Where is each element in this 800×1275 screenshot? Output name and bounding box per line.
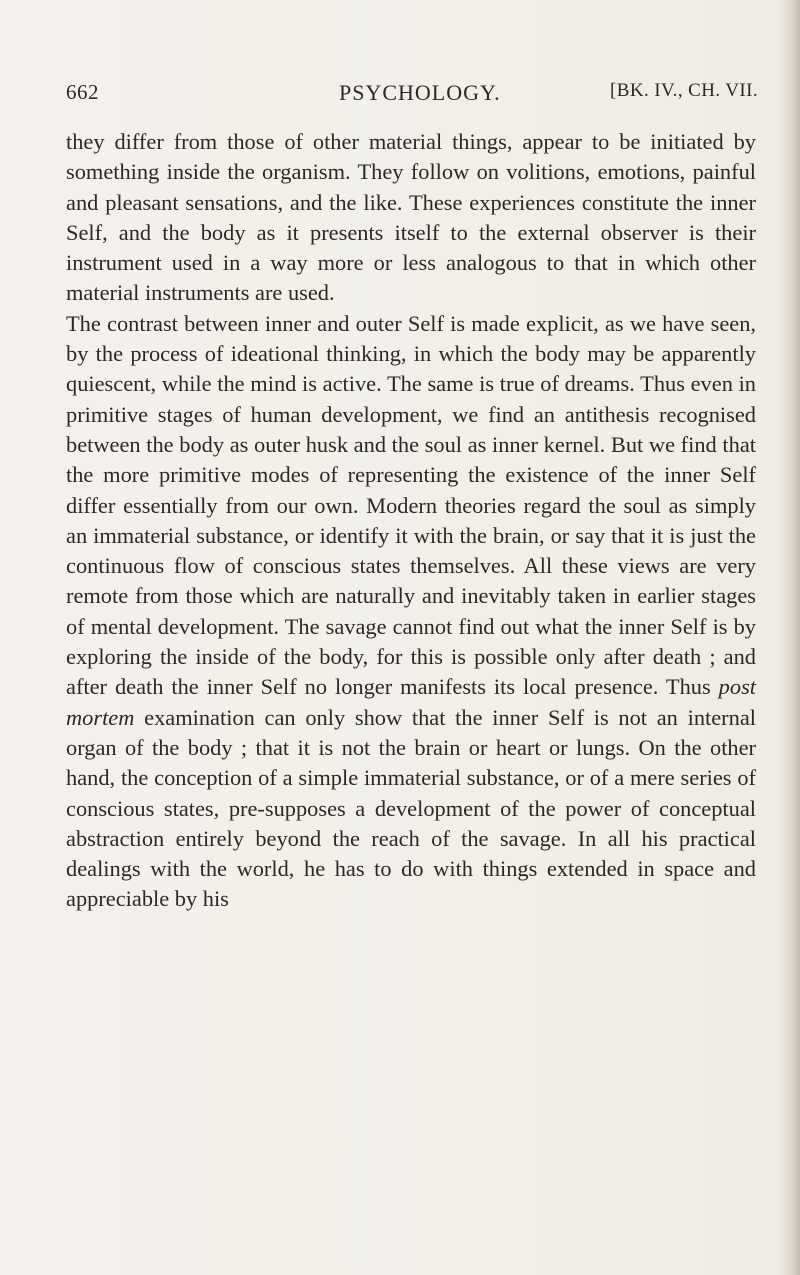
paragraph-continuation [66, 127, 756, 309]
page-edge-shadow [778, 0, 800, 1275]
running-header [66, 80, 758, 114]
paragraph-text: The contrast between inner and outer Self is made explicit, as we have seen, by the process of ideational thinking, in which the body may be apparently quiescent, while the mind is active. The same is true of dreams. Thus even in primitive stages of human development, we find an antithesis recognised between the body as outer husk and the soul as inner kernel. But we find that the more primitive modes of representing the existence of the inner Self differ essentially from our own. Modern theories regard the soul as simply an immaterial substance, or identify it with the brain, or say that it is just the continuous flow of conscious states themselves. All these views are very remote from those which are naturally and inevitably taken in earlier stages of mental development. The savage cannot find out what the inner Self is by exploring the inside of the body, for this is possible only after death ; and after death the inner Self no longer manifests its local presence. Thus [66, 310, 756, 700]
paragraph [66, 309, 756, 915]
page-number: 662 [66, 80, 99, 104]
section-reference: [BK. IV., CH. VII. [610, 80, 758, 101]
running-title: PSYCHOLOGY. [339, 80, 501, 105]
body-text [66, 127, 756, 915]
paragraph-text-continued: examination can only show that the inner Self is not an internal organ of the body ; that it is not the brain or heart or lungs. On the other hand, the conception of a simple immaterial substance, or of a mere series of conscious states, pre-supposes a development of the power of conceptual abstraction entirely beyond the reach of the savage. In all his practical dealings with the world, he has to do with things extended in space and appreciable by his [66, 704, 756, 912]
paragraph-text: they differ from those of other material things, appear to be initiated by something inside the organism. They follow on volitions, emotions, painful and pleasant sensations, and the like. These experiences constitute the inner Self, and the body as it presents itself to the external observer is their instrument used in a way more or less analogous to that in which other material instruments are used. [66, 129, 756, 306]
italic-phrase: post mortem [66, 674, 756, 730]
